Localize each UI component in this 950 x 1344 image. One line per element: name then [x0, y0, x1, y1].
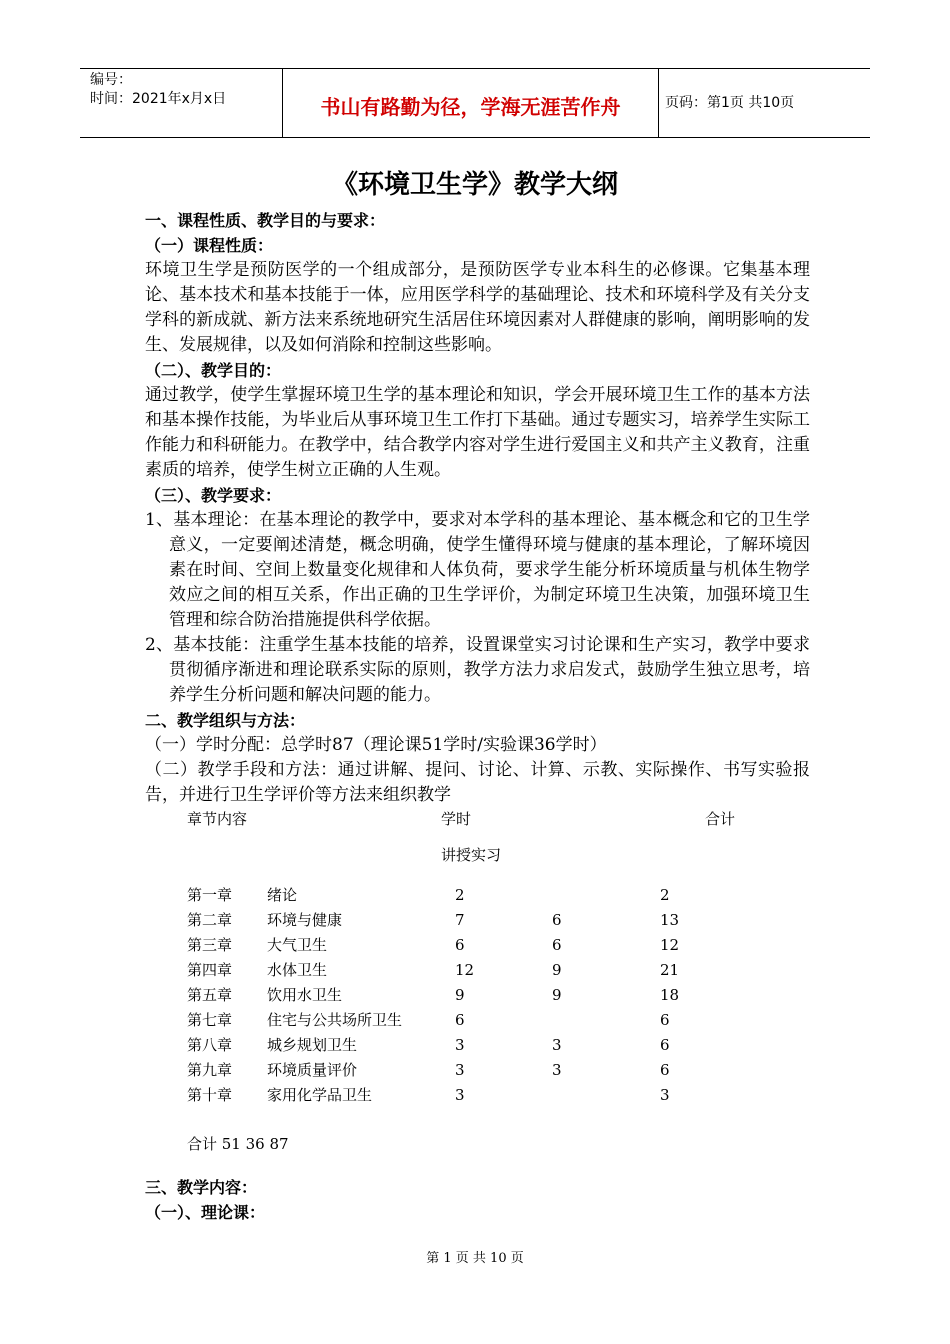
schedule-cell-total: 2 [660, 885, 670, 904]
schedule-cell-name: 大气卫生 [267, 936, 328, 954]
schedule-cell-name: 家用化学品卫生 [267, 1086, 373, 1104]
requirement-theory: 1、基本理论：在基本理论的教学中，要求对本学科的基本理论、基本概念和它的卫生学意义，一定要阐述清楚，概念明确，使学生懂得环境与健康的基本理论，了解环境因素在时间、空间上数量变化规律和人体负荷，要求学生能分析环境质量与机体生物学效应之间的相互关系，作出正确的卫生学评价，为制定环境卫生决策，加强环境卫生管理和综合防治措施提供科学依据。 [145, 510, 810, 630]
hours-allocation: （一）学时分配：总学时87（理论课51学时/实验课36学时） [145, 735, 607, 755]
teaching-requirements-heading: （三）、教学要求： [145, 486, 282, 505]
document-body [145, 208, 810, 1225]
schedule-cell-chapter: 第七章 [187, 1011, 233, 1029]
table-row [187, 1082, 720, 1107]
schedule-cell-total: 12 [660, 935, 680, 954]
motto-text: 书山有路勤为径，学海无涯苦作舟 [320, 95, 621, 119]
section3-heading: 三、教学内容： [145, 1178, 258, 1197]
requirement-skills: 2、基本技能：注重学生基本技能的培养，设置课堂实习讨论课和生产实习，教学中要求贯彻循序渐进和理论联系实际的原则，教学方法力求启发式，鼓励学生独立思考，培养学生分析问题和解决问题的能力。 [145, 635, 810, 705]
schedule-cell-practice [552, 1007, 660, 1032]
schedule-cell-lecture: 9 [455, 985, 465, 1004]
schedule-cell-chapter: 第五章 [187, 986, 233, 1004]
schedule-cell-lecture: 6 [455, 1010, 465, 1029]
schedule-cell-total: 6 [660, 1035, 670, 1054]
schedule-total: 合计 51 36 87 [187, 1135, 289, 1153]
schedule-cell-total: 21 [660, 960, 680, 979]
schedule-cell-chapter: 第二章 [187, 911, 233, 929]
schedule-cell-total: 18 [660, 985, 680, 1004]
schedule-cell-name: 水体卫生 [267, 961, 328, 979]
table-row [187, 957, 720, 982]
schedule-cell-chapter: 第一章 [187, 886, 233, 904]
schedule-cell-name: 环境质量评价 [267, 1061, 358, 1079]
schedule-cell-lecture: 3 [455, 1035, 465, 1054]
header-motto-cell [283, 69, 659, 137]
schedule-cell-practice: 9 [552, 985, 562, 1004]
teaching-purpose-heading: （二）、教学目的： [145, 361, 282, 380]
col-total-header: 合计 [705, 810, 736, 828]
header-meta-cell [80, 69, 283, 137]
sub-header-lecture-practice: 讲授实习 [441, 846, 502, 864]
schedule-cell-lecture: 2 [455, 885, 465, 904]
schedule-header [145, 808, 810, 882]
col-hours-header: 学时 [441, 810, 472, 828]
schedule-cell-name: 饮用水卫生 [267, 986, 343, 1004]
schedule-cell-name: 绪论 [267, 886, 298, 904]
table-row [187, 1032, 720, 1057]
schedule-cell-practice: 6 [552, 910, 562, 929]
teaching-methods: （二）教学手段和方法：通过讲解、提问、讨论、计算、示教、实际操作、书写实验报告，并进行卫生学评价等方法来组织教学 [145, 760, 810, 805]
theory-course-heading: （一）、理论课： [145, 1203, 266, 1222]
course-nature-text: 环境卫生学是预防医学的一个组成部分，是预防医学专业本科生的必修课。它集基本理论、基本技术和基本技能于一体，应用医学科学的基础理论、技术和环境科学及有关分支学科的新成就、新方法来系统地研究生活居住环境因素对人群健康的影响，阐明影响的发生、发展规律，以及如何消除和控制这些影响。 [145, 260, 810, 355]
table-row [187, 1007, 720, 1032]
table-row [187, 882, 720, 907]
number-label: 编号： [90, 72, 132, 88]
schedule-table [187, 882, 720, 1107]
schedule-cell-name: 城乡规划卫生 [267, 1036, 358, 1054]
schedule-cell-lecture: 6 [455, 935, 465, 954]
page-info: 页码：第1页 共10页 [665, 95, 795, 111]
schedule-cell-chapter: 第十章 [187, 1086, 233, 1104]
teaching-purpose-text: 通过教学，使学生掌握环境卫生学的基本理论和知识，学会开展环境卫生工作的基本方法和基本操作技能，为毕业后从事环境卫生工作打下基础。通过专题实习，培养学生实际工作能力和科研能力。在教学中，结合教学内容对学生进行爱国主义和共产主义教育，注重素质的培养，使学生树立正确的人生观。 [145, 385, 810, 480]
schedule-cell-practice [552, 882, 660, 907]
schedule-cell-total: 13 [660, 910, 680, 929]
schedule-cell-lecture: 12 [455, 960, 475, 979]
header-page-cell [659, 69, 870, 137]
schedule-cell-practice [552, 1082, 660, 1107]
table-row [187, 982, 720, 1007]
schedule-cell-chapter: 第八章 [187, 1036, 233, 1054]
table-row [187, 1057, 720, 1082]
date-line: 时间：2021年x月x日 [90, 91, 227, 107]
schedule-cell-practice: 6 [552, 935, 562, 954]
table-row [187, 907, 720, 932]
schedule-cell-total: 6 [660, 1060, 670, 1079]
schedule-cell-total: 3 [660, 1085, 670, 1104]
course-nature-heading: （一）课程性质： [145, 236, 274, 255]
page-header [80, 68, 870, 138]
section2-heading: 二、教学组织与方法： [145, 711, 306, 730]
col-chapter-header: 章节内容 [187, 810, 248, 828]
schedule-cell-chapter: 第四章 [187, 961, 233, 979]
schedule-cell-lecture: 7 [455, 910, 465, 929]
document-title: 《环境卫生学》教学大纲 [331, 170, 618, 200]
schedule-cell-practice: 3 [552, 1060, 562, 1079]
schedule-cell-lecture: 3 [455, 1085, 465, 1104]
schedule-cell-lecture: 3 [455, 1060, 465, 1079]
schedule-cell-name: 住宅与公共场所卫生 [267, 1011, 403, 1029]
schedule-cell-practice: 9 [552, 960, 562, 979]
table-row [187, 932, 720, 957]
schedule-cell-chapter: 第九章 [187, 1061, 233, 1079]
schedule-cell-chapter: 第三章 [187, 936, 233, 954]
page-footer: 第 1 页 共 10 页 [426, 1251, 524, 1266]
schedule-cell-practice: 3 [552, 1035, 562, 1054]
section1-heading: 一、课程性质、教学目的与要求： [145, 211, 386, 230]
schedule-cell-name: 环境与健康 [267, 911, 343, 929]
schedule-cell-total: 6 [660, 1010, 670, 1029]
